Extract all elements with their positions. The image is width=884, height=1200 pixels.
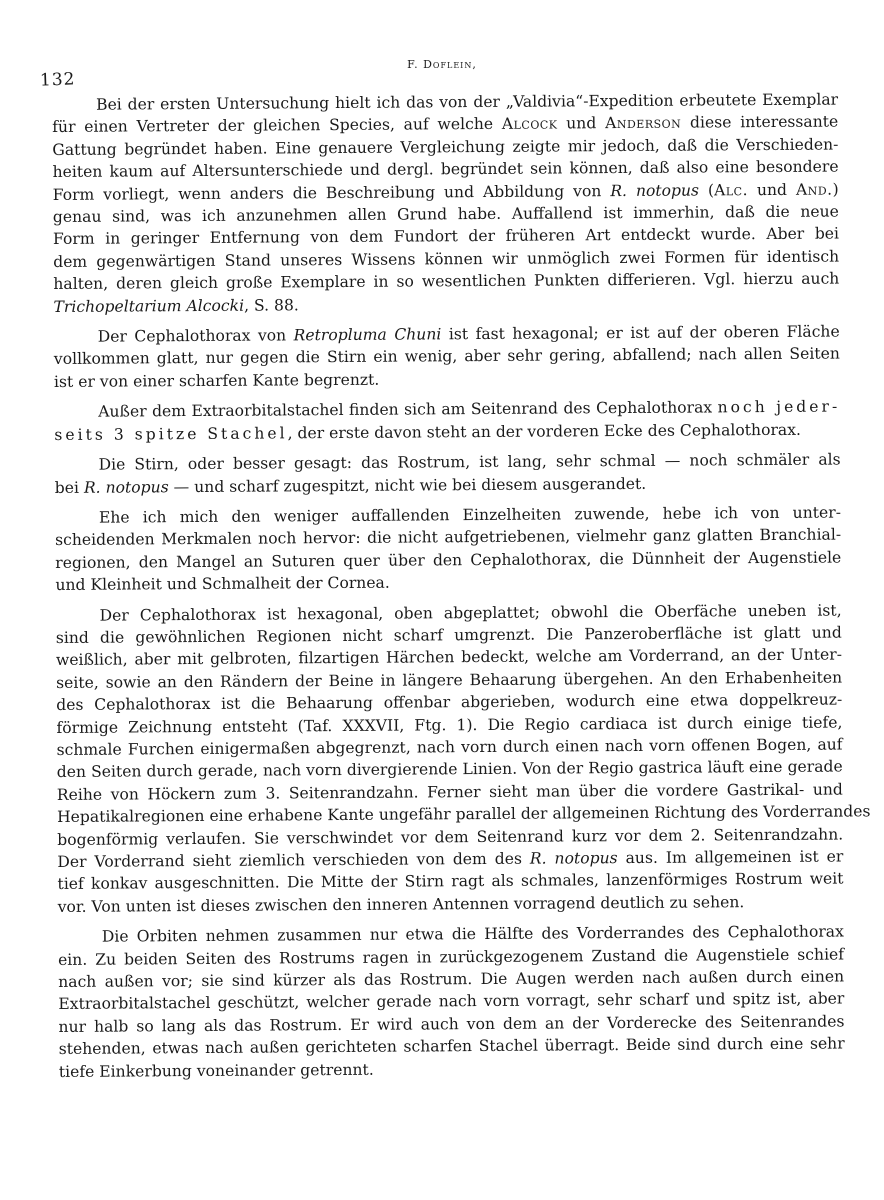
text-run: und	[747, 180, 796, 199]
text-run: bei	[54, 478, 84, 497]
text-run: schmale Furchen einigermaßen abgegrenzt, nach vorn durch einen nach vorn offenen Bogen, auf	[56, 735, 843, 759]
text-line	[53, 290, 839, 318]
text-run: ein. Zu beiden Seiten des Rostrums ragen in zurückgezogenem Zustand die Augenstiele schief	[57, 945, 845, 969]
text-run: den Seiten durch gerade, nach vorn divergierende Linien. Von der Regio gastrica läuft eine gerade	[56, 757, 843, 782]
text-run: genau sind, was ich anzunehmen allen Grund habe. Auffallend ist immerhin, daß die neue	[52, 202, 839, 227]
italic-name: R. notopus	[610, 181, 700, 200]
text-run: bogenförmig verlaufen. Sie verschwindet vor dem Seitenrand kurz vor dem 2. Seitenrandzahn.	[57, 825, 844, 849]
page-number: 132	[39, 69, 76, 91]
small-caps-name: Anderson	[604, 114, 682, 133]
text-line	[54, 365, 840, 393]
text-run: und	[557, 114, 606, 133]
text-run: tiefe Einkerbung voneinander getrennt.	[58, 1060, 374, 1081]
text-run: Ehe ich mich den weniger auffallenden Einzelheiten zuwende, hebe ich von unter-	[98, 503, 842, 527]
text-run: ist fast hexagonal; er ist auf der oberen Fläche	[441, 322, 840, 344]
paragraph	[52, 89, 840, 319]
text-run: vollkommen glatt, nur gegen die Stirn ein wenig, aber sehr gering, abfallend; nach allen Seiten	[53, 344, 840, 369]
text-run: heiten kaum auf Altersunterschiede und dergl. begründet sein können, daß also eine besondere	[52, 157, 839, 182]
text-run: Außer dem Extraorbitalstachel finden sich am Seitenrand des Cephalothorax	[98, 398, 718, 421]
text-run: dem gegenwärtigen Stand unseres Wissens können wir unmöglich zwei Formen für identisch	[53, 247, 840, 271]
text-run: und Kleinheit und Schmalheit der Cornea.	[55, 573, 390, 595]
small-caps-name: Alc.	[713, 180, 749, 200]
text-run: diese interessante	[681, 112, 839, 133]
text-run: Bei der ersten Untersuchung hielt ich das von der „Valdivia“-Expedition erbeutete Exemplar	[96, 90, 839, 114]
text-run: für einen Vertreter der gleichen Species, auf welche	[52, 115, 502, 137]
text-line	[55, 569, 841, 597]
small-caps-name: Alcock	[501, 114, 558, 134]
text-run: regionen, den Mangel an Suturen quer über den Cephalothorax, die Dünnheit der Augenstiele	[55, 548, 842, 572]
text-run: Die Orbiten nehmen zusammen nur etwa die Hälfte des Vorderrandes des Cephalothorax	[101, 922, 844, 946]
text-run: seite, sowie an den Rändern der Beine in längere Behaarung übergehen. An den Erhabenheiten	[56, 668, 843, 692]
paragraph	[58, 921, 845, 1083]
text-run: Form vorliegt, wenn anders die Beschreibung und Abbildung von	[52, 181, 611, 204]
text-run: tief konkav ausgeschnitten. Die Mitte der Stirn ragt als schmales, lanzenförmiges Rostrum weit	[57, 869, 844, 894]
text-run: Form in geringer Entfernung von dem Fundort der früheren Art entdeckt wurde. Aber bei	[52, 224, 840, 249]
small-caps-name: And.	[795, 180, 833, 199]
italic-name: Retropluma Chuni	[293, 325, 442, 345]
text-line	[59, 1055, 845, 1083]
text-run: stehenden, etwas nach außen gerichteten scharfen Stachel überragt. Beide sind durch eine sehr	[58, 1034, 845, 1059]
italic-name: R. notopus	[83, 477, 169, 497]
italic-name: R. notopus	[529, 849, 618, 868]
italic-name: Trichopeltarium Alcocki	[53, 296, 245, 316]
text-run: ist er von einer scharfen Kante begrenzt.	[53, 370, 380, 391]
paragraph	[54, 396, 840, 446]
paragraph	[55, 449, 841, 499]
text-run: (	[698, 181, 715, 200]
text-run: — und scharf zugespitzt, nicht wie bei diesem ausgerandet.	[168, 474, 647, 496]
paragraph	[54, 321, 840, 394]
spaced-emphasis: seits 3 spitze Stachel	[54, 424, 288, 444]
text-run: weißlich, aber mit gelbroten, filzartigen Härchen bedeckt, welche am Vorderrand, an der Unter-	[55, 645, 842, 670]
text-run: Reihe von Höckern zum 3. Seitenrandzahn. Ferner sieht man über die vordere Gastrikal- und	[56, 780, 843, 804]
text-run: aus. Im allgemeinen ist er	[617, 847, 844, 868]
text-run: Hepatikalregionen eine erhabene Kante ungefähr parallel der allgemeinen Richtung des Vorderrandes	[56, 802, 871, 827]
text-run: Der Cephalothorax ist hexagonal, oben abgeplattet; obwohl die Oberfäche uneben ist,	[99, 601, 842, 625]
text-run: Der Vorderrand sieht ziemlich verschieden von dem des	[57, 849, 530, 871]
text-run: sind die gewöhnlichen Regionen nicht scharf umgrenzt. Die Panzeroberfläche ist glatt und	[55, 623, 842, 647]
text-run: , S. 88.	[243, 295, 299, 315]
text-run: Der Cephalothorax von	[97, 326, 294, 346]
text-run: förmige Zeichnung entsteht (Taf. XXXVII, Ftg. 1). Die Regio cardiaca ist durch einige tiefe,	[56, 713, 843, 737]
text-run: )	[832, 180, 839, 199]
text-run: vor. Von unten ist dieses zwischen den inneren Antennen vorragend deutlich zu sehen.	[57, 892, 745, 916]
text-run: Gattung begründet haben. Eine genauere Vergleichung zeigte mir jedoch, daß die Verschieden-	[52, 135, 839, 159]
text-run: scheidenden Merkmalen noch hervor: die nicht aufgetriebenen, vielmehr ganz glatten Branchial-	[55, 525, 842, 550]
body-text	[52, 89, 871, 1092]
text-run: Die Stirn, oder besser gesagt: das Rostrum, ist lang, sehr schmal — noch schmäler als	[98, 450, 841, 474]
text-run: Extraorbitalstachel geschützt, welcher gerade nach vorn vorragt, sehr scharf und spitz ist, aber	[58, 989, 845, 1014]
paragraph	[55, 599, 871, 918]
running-head: F. Doflein,	[407, 58, 477, 71]
spaced-emphasis: noch jeder-	[717, 397, 841, 417]
text-run: nach außen vor; sie sind kürzer als das Rostrum. Die Augen werden nach außen durch einen	[58, 967, 845, 992]
paragraph	[55, 501, 842, 596]
text-line	[54, 418, 840, 446]
text-line	[58, 890, 844, 918]
text-run: nur halb so lang als das Rostrum. Er wird auch von dem an der Vorderecke des Seitenrandes	[58, 1012, 845, 1036]
text-run: halten, deren gleich große Exemplare in so wesentlichen Punkten differieren. Vgl. hierzu auch	[53, 269, 840, 294]
text-line	[55, 471, 841, 499]
text-run: , der erste davon steht an der vorderen Ecke des Cephalothorax.	[287, 420, 801, 443]
text-run: des Cephalothorax ist die Behaarung offenbar abgerieben, wodurch eine etwa doppelkreuz-	[56, 690, 843, 715]
